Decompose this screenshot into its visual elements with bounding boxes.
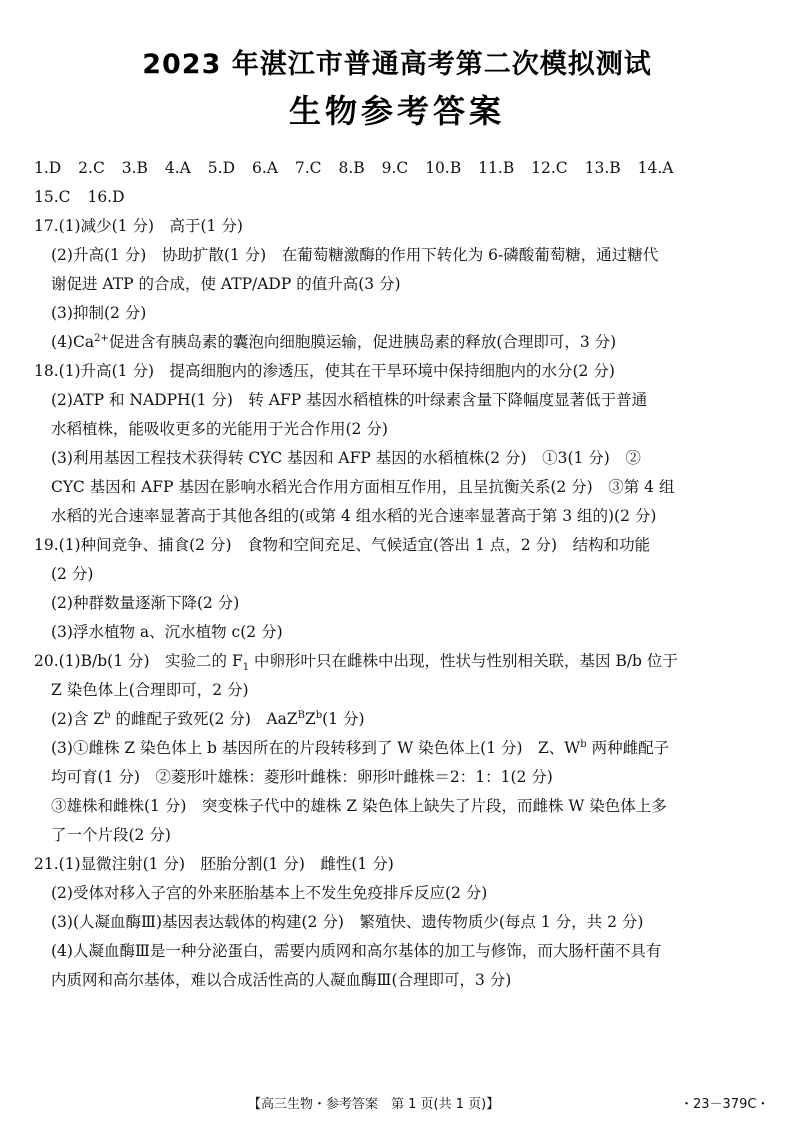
mc-answer: 5.D — [207, 159, 236, 177]
q21-line: 内质网和高尔基体，难以合成活性高的人凝血酶Ⅲ(合理即可，3 分) — [51, 971, 512, 989]
mc-answers-row-2 — [34, 187, 137, 207]
page-subtitle: 生物参考答案 — [288, 92, 505, 130]
superscript: b — [580, 738, 587, 750]
page-title: 2023 年湛江市普通高考第二次模拟测试 — [142, 49, 652, 80]
superscript: 2+ — [94, 332, 109, 344]
q17-line — [51, 332, 616, 352]
q17-text: (4)Ca — [51, 333, 95, 351]
q20-text: 的雌配子致死(2 分) AaZ — [110, 710, 298, 728]
subscript: 1 — [242, 662, 250, 674]
superscript: b — [104, 709, 111, 721]
mc-answer: 7.C — [294, 159, 322, 177]
mc-answers-row-1 — [34, 158, 685, 178]
q20-text: 中卵形叶只在雌株中出现，性状与性别相关联，基因 B/b 位于 — [249, 652, 678, 670]
mc-answer: 16.D — [87, 188, 125, 206]
q21-line: (4)人凝血酶Ⅲ是一种分泌蛋白，需要内质网和高尔基体的加工与修饰，而大肠杆菌不具有 — [51, 942, 662, 960]
q19-line: (2 分) — [51, 565, 94, 583]
q17-text: 促进含有胰岛素的囊泡向细胞膜运输，促进胰岛素的释放(合理即可，3 分) — [108, 333, 617, 351]
q18-line: (3)利用基因工程技术获得转 CYC 基因和 AFP 基因的水稻植株(2 分) ①3(1 分) ② — [51, 449, 641, 467]
q21-line: 21.(1)显微注射(1 分) 胚胎分割(1 分) 雌性(1 分) — [34, 855, 394, 873]
q18-line: 水稻植株，能吸收更多的光能用于光合作用(2 分) — [51, 420, 388, 438]
footer-page-info: 【高三生物・参考答案 第 1 页(共 1 页)】 — [248, 1097, 500, 1112]
q21-line: (3)(人凝血酶Ⅲ)基因表达载体的构建(2 分) 繁殖快、遗传物质少(每点 1 分，共 2 分) — [51, 913, 644, 931]
mc-answer: 9.C — [381, 159, 409, 177]
q20-line: Z 染色体上(合理即可，2 分) — [51, 681, 249, 699]
mc-answer: 15.C — [34, 188, 71, 206]
mc-answer: 2.C — [78, 159, 105, 177]
q20-text: 两种雌配子 — [586, 739, 670, 757]
mc-answer: 8.B — [338, 159, 365, 177]
q18-line: CYC 基因和 AFP 基因在影响水稻光合作用方面相互作用，且呈抗衡关系(2 分) ③第 4 组 — [51, 478, 675, 496]
q21-line: (2)受体对移入子宫的外来胚胎基本上不发生免疫排斥反应(2 分) — [51, 884, 488, 902]
mc-answer: 3.B — [121, 159, 148, 177]
superscript: B — [297, 709, 305, 721]
q18-line: 水稻的光合速率显著高于其他各组的(或第 4 组水稻的光合速率显著高于第 3 组的)(2 分) — [51, 507, 657, 525]
mc-answer: 14.A — [637, 159, 674, 177]
q17-line: 17.(1)减少(1 分) 高于(1 分) — [34, 217, 243, 235]
q18-line: 18.(1)升高(1 分) 提高细胞内的渗透压，使其在干旱环境中保持细胞内的水分(2 分) — [34, 362, 615, 380]
mc-answer: 1.D — [34, 159, 62, 177]
q20-text: 20.(1)B/b(1 分) 实验二的 F — [34, 652, 243, 670]
q20-line — [51, 738, 669, 758]
q20-line: ③雄株和雌株(1 分) 突变株子代中的雄株 Z 染色体上缺失了片段，而雌株 W 染色体上多 — [51, 797, 667, 815]
q17-line: (3)抑制(2 分) — [51, 304, 147, 322]
q17-line: 谢促进 ATP 的合成，使 ATP/ADP 的值升高(3 分) — [51, 275, 401, 293]
q20-line: 均可育(1 分) ②菱形叶雄株：菱形叶雌株：卵形叶雌株＝2：1：1(2 分) — [51, 768, 553, 786]
mc-answer: 6.A — [251, 159, 278, 177]
q19-line: (3)浮水植物 a、沉水植物 c(2 分) — [51, 623, 283, 641]
q18-line: (2)ATP 和 NADPH(1 分) 转 AFP 基因水稻植株的叶绿素含量下降幅度显著低于普通 — [51, 391, 648, 409]
q20-line: 了一个片段(2 分) — [51, 826, 171, 844]
mc-answer: 12.C — [531, 159, 568, 177]
q19-line: (2)种群数量逐渐下降(2 分) — [51, 594, 240, 612]
q20-text: Z — [304, 710, 316, 728]
q20-line — [51, 709, 365, 729]
q20-line — [34, 651, 678, 674]
q19-line: 19.(1)种间竞争、捕食(2 分) 食物和空间充足、气候适宜(答出 1 点，2 分) 结构和功能 — [34, 536, 651, 554]
q20-text: (1 分) — [322, 710, 365, 728]
mc-answer: 4.A — [164, 159, 191, 177]
mc-answer: 10.B — [425, 159, 462, 177]
q17-line: (2)升高(1 分) 协助扩散(1 分) 在葡萄糖激酶的作用下转化为 6-磷酸葡萄糖，通过糖代 — [51, 246, 659, 264]
footer-code: ・23－379C・ — [680, 1097, 770, 1112]
q20-text: (3)①雌株 Z 染色体上 b 基因所在的片段转移到了 W 染色体上(1 分) Z、W — [51, 739, 581, 757]
q20-text: (2)含 Z — [51, 710, 105, 728]
mc-answer: 11.B — [478, 159, 515, 177]
mc-answer: 13.B — [584, 159, 621, 177]
superscript: b — [315, 709, 323, 721]
